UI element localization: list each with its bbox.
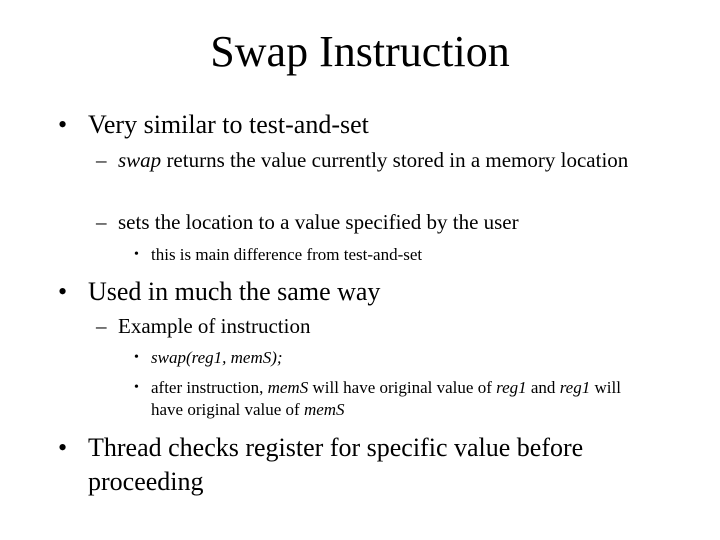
- sub-bullet-text-rest: returns the value currently stored in a memory location: [161, 148, 629, 172]
- bullet-marker: •: [58, 110, 68, 139]
- bullet-text: Very similar to test-and-set: [88, 110, 369, 139]
- sub-bullet-text: [118, 147, 656, 174]
- sub-sub-bullet-main-difference: [134, 244, 654, 266]
- sub-bullet-swap-returns: [96, 147, 656, 174]
- sub-bullet-sets-location: [96, 209, 656, 236]
- sub-sub-bullet-text: [151, 377, 654, 421]
- var-mems: memS: [267, 378, 309, 397]
- dash-marker: –: [96, 314, 107, 338]
- text-part: after instruction,: [151, 378, 268, 397]
- bullet-text: Used in much the same way: [88, 277, 381, 306]
- sub-sub-bullet-swap-call: [134, 347, 654, 369]
- text-part: will have original value of: [308, 378, 497, 397]
- dash-marker: –: [96, 210, 107, 234]
- code-swap-call: swap(reg1, memS);: [151, 348, 283, 367]
- dash-marker: –: [96, 148, 107, 172]
- bullet-very-similar: [58, 108, 678, 142]
- bullet-used-same-way: [58, 275, 678, 309]
- var-reg1: reg1: [496, 378, 527, 397]
- sub-sub-bullet-after-instruction: [134, 377, 654, 421]
- sub-sub-bullet-text: this is main difference from test-and-set: [151, 245, 423, 264]
- bullet-text: Thread checks register for specific value before proceeding: [88, 433, 584, 496]
- bullet-marker: •: [134, 247, 139, 262]
- bullet-thread-checks: [58, 431, 678, 499]
- slide-title: Swap Instruction: [210, 27, 510, 76]
- bullet-marker: •: [134, 380, 139, 395]
- text-part: will have original value of: [151, 378, 621, 419]
- var-mems: memS: [303, 400, 345, 419]
- swap-keyword: swap: [118, 148, 162, 172]
- sub-bullet-example: [96, 313, 656, 340]
- bullet-marker: •: [58, 277, 68, 306]
- bullet-marker: •: [134, 350, 139, 365]
- sub-bullet-text: Example of instruction: [118, 314, 311, 338]
- bullet-marker: •: [58, 433, 68, 462]
- var-reg1: reg1: [559, 378, 591, 397]
- text-part: and: [526, 378, 560, 397]
- sub-bullet-text: sets the location to a value specified by the user: [118, 210, 519, 234]
